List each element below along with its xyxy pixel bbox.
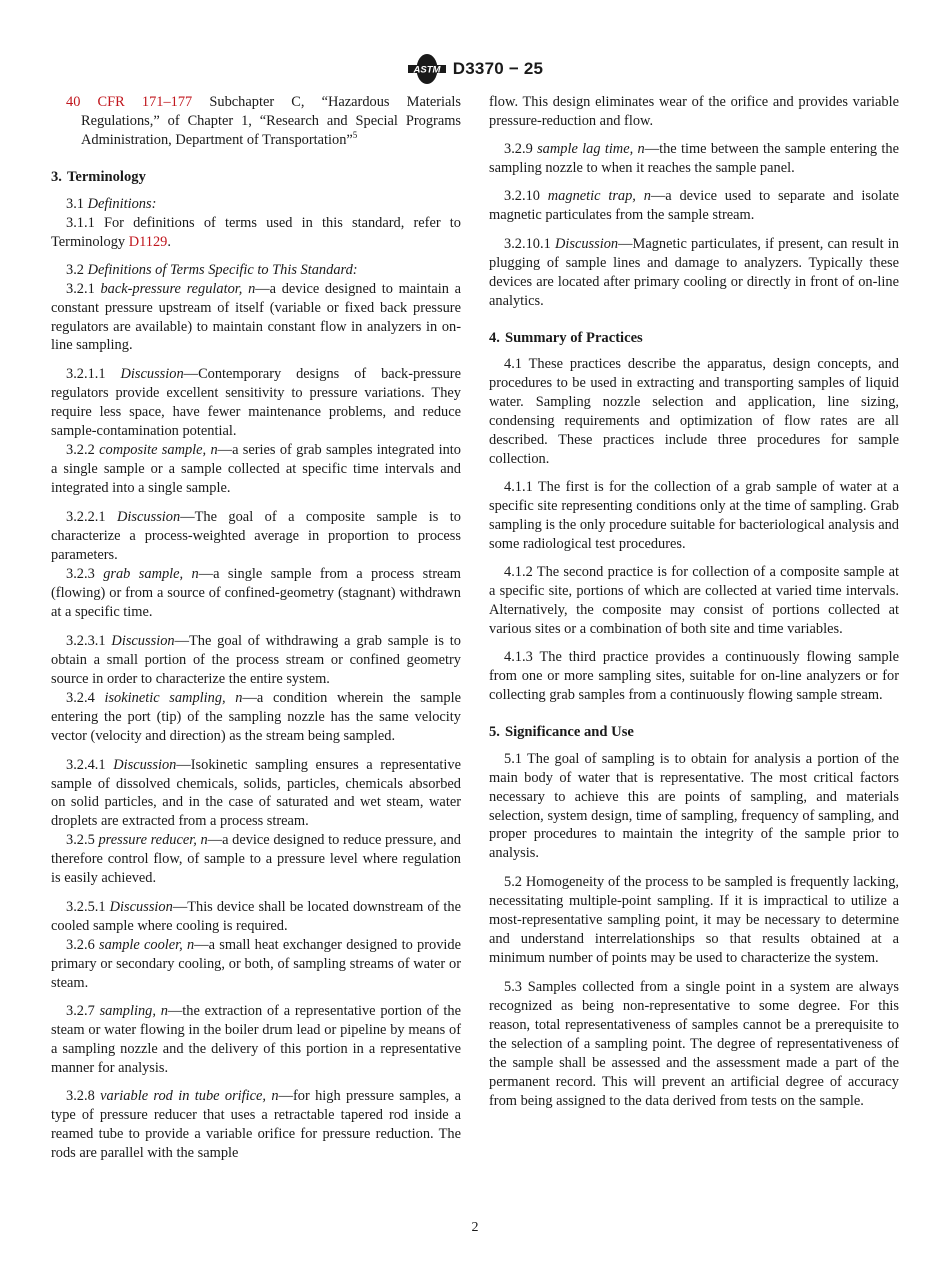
para-3-2-7: 3.2.7 sampling, n—the extraction of a representative portion of the steam or water flowing in the boiler drum lead or pipeline by means of a sampling nozzle and the delivery of this portion in a representative manner for analysis. [51, 1002, 462, 1076]
left-column [51, 93, 461, 1163]
astm-logo-icon [407, 53, 447, 85]
reference-40-cfr: 40 CFR 171–177 Subchapter C, “Hazardous Materials Regulations,” of Chapter 1, “Research and Special Programs Administration, Department of Transportation”$^5$ [66, 94, 462, 148]
para-3-2-9: 3.2.9 sample lag time, n—the time between the sample entering the sampling nozzle to when it reaches the sample panel. [489, 140, 899, 176]
para-3-2-4-1: 3.2.4.1 Discussion—Isokinetic sampling ensures a representative sample of dissolved chemicals, solids, particles, chemicals absorbed on solid particles, and in the case of saturated and wet steam, water droplets are extracted from a process stream. [51, 756, 461, 830]
reference-link[interactable]: 40 CFR 171–177 [66, 94, 193, 110]
para-3-2-2: 3.2.2 composite sample, n—a series of grab samples integrated into a single sample or a sample collected at specific time intervals and integrated into a single sample. [51, 442, 461, 497]
section-5-heading: 5. Significance and Use [489, 723, 634, 740]
para-3-2-6: 3.2.6 sample cooler, n—a small heat exchanger designed to provide primary or secondary cooling, or both, of sampling streams of water or steam. [51, 937, 461, 992]
para-3-1: 3.1 Definitions: [66, 195, 157, 212]
footnote-marker: 5 [352, 129, 358, 140]
para-3-2-5-1: 3.2.5.1 Discussion—This device shall be located downstream of the cooled sample where cooling is required. [51, 899, 461, 935]
para-3-2-10: 3.2.10 magnetic trap, n—a device used to separate and isolate magnetic particulates from the sample stream. [489, 187, 899, 223]
para-5-2: 5.2 Homogeneity of the process to be sampled is frequently lacking, necessitating multiple-point sampling. If it is impractical to utilize a most-representative sampling point, it may be necessary to determine and understand interrelationships so that results obtained at a minimum number of points may be used to characterize the system. [489, 874, 899, 967]
section-4-heading: 4. Summary of Practices [489, 329, 643, 346]
para-3-2-4: 3.2.4 isokinetic sampling, n—a condition wherein the sample entering the port (tip) of the sampling nozzle has the same velocity vector (velocity and direction) as the stream being sampled. [51, 689, 461, 744]
para-3-2-8: 3.2.8 variable rod in tube orifice, n—for high pressure samples, a type of pressure reducer that uses a retractable tapered rod inside a reamed tube to provide a variable orifice for pressure reduction. The rods are parallel with the sample [51, 1087, 461, 1161]
section-3-heading: 3. Terminology [51, 168, 146, 185]
para-3-2-8-continued: flow. This design eliminates wear of the orifice and provides variable pressure-reduction and flow. [489, 94, 899, 129]
para-5-3: 5.3 Samples collected from a single point in a system are always recognized as being non-representative to some degree. For this reason, total representativeness of samples cannot be a prerequisite to the selection of a sampling point. The degree of representativeness of the sample shall be assessed and the assessment made a part of the permanent record. This will prevent an artificial degree of accuracy from being assigned to the data derived from tests on the sample. [489, 979, 899, 1109]
logo-text: ASTM [413, 64, 441, 76]
para-5-1: 5.1 The goal of sampling is to obtain for analysis a portion of the main body of water that is representative. The most critical factors necessary to achieve this are points of sampling, and materials selection, system design, time of sampling, frequency of sampling, and proper procedures to maintain the integrity of the sample prior to analysis. [489, 750, 899, 862]
para-3-1-1: 3.1.1 For definitions of terms used in this standard, refer to Terminology D1129. [51, 214, 461, 250]
para-3-2-1-1: 3.2.1.1 Discussion—Contemporary designs of back-pressure regulators provide excellent sensitivity to pressure variations. They require less space, have fewer maintenance problems, and reduce sample-contamination potential. [51, 366, 461, 440]
para-4-1-3: 4.1.3 The third practice provides a continuously flowing sample from one or more sampling sites, suitable for on-line analyzers or for collecting grab samples from a continuously flowing sample stream. [489, 648, 899, 703]
para-3-2-5: 3.2.5 pressure reducer, n—a device designed to reduce pressure, and therefore control flow, of sample to a pressure level where regulation is easily achieved. [51, 832, 461, 887]
para-4-1: 4.1 These practices describe the apparatus, design concepts, and procedures to be used in extracting and transporting samples of liquid water. Sampling nozzle selection and application, line sizing, condensing requirements and optimization of flow rates are all described. These practices include three procedures for sample collection. [489, 356, 899, 468]
para-3-2: 3.2 Definitions of Terms Specific to This Standard: [66, 261, 358, 278]
para-3-2-1: 3.2.1 back-pressure regulator, n—a device designed to maintain a constant pressure upstream of itself (variable or fixed back pressure regulators are available) to maintain constant flow in analyzers in on-line sampling. [51, 280, 461, 354]
right-column [489, 93, 899, 1111]
para-3-2-2-1: 3.2.2.1 Discussion—The goal of a composite sample is to characterize a process-weighted average in proportion to process parameters. [51, 509, 461, 564]
para-4-1-1: 4.1.1 The first is for the collection of a grab sample of water at a specific site representing conditions only at the time of sampling. Grab sampling is the only procedure suitable for bacteriological analysis and some radiological test procedures. [489, 479, 899, 553]
para-3-2-3-1: 3.2.3.1 Discussion—The goal of withdrawing a grab sample is to obtain a small portion of the process stream or confined geometry source in order to characterize the entire system. [51, 632, 462, 687]
page-header [0, 52, 950, 86]
document-number: D3370 − 25 [452, 59, 544, 78]
link-d1129[interactable]: D1129 [128, 233, 168, 250]
para-3-2-10-1: 3.2.10.1 Discussion—Magnetic particulates, if present, can result in plugging of sample lines and damage to analyzers. Typically these devices are located after primary cooling or directly in front of on-line analytics. [489, 235, 899, 309]
para-4-1-2: 4.1.2 The second practice is for collection of a composite sample at a specific site, portions of which are collected at varied time intervals. Alternatively, the composite may consist of portions collected at various sites or a combination of both site and time variables. [489, 564, 899, 637]
para-3-2-3: 3.2.3 grab sample, n—a single sample from a process stream (flowing) or from a source of confined-geometry (stagnant) withdrawn at a specific time. [51, 565, 461, 620]
page-number: 2 [471, 1220, 479, 1235]
